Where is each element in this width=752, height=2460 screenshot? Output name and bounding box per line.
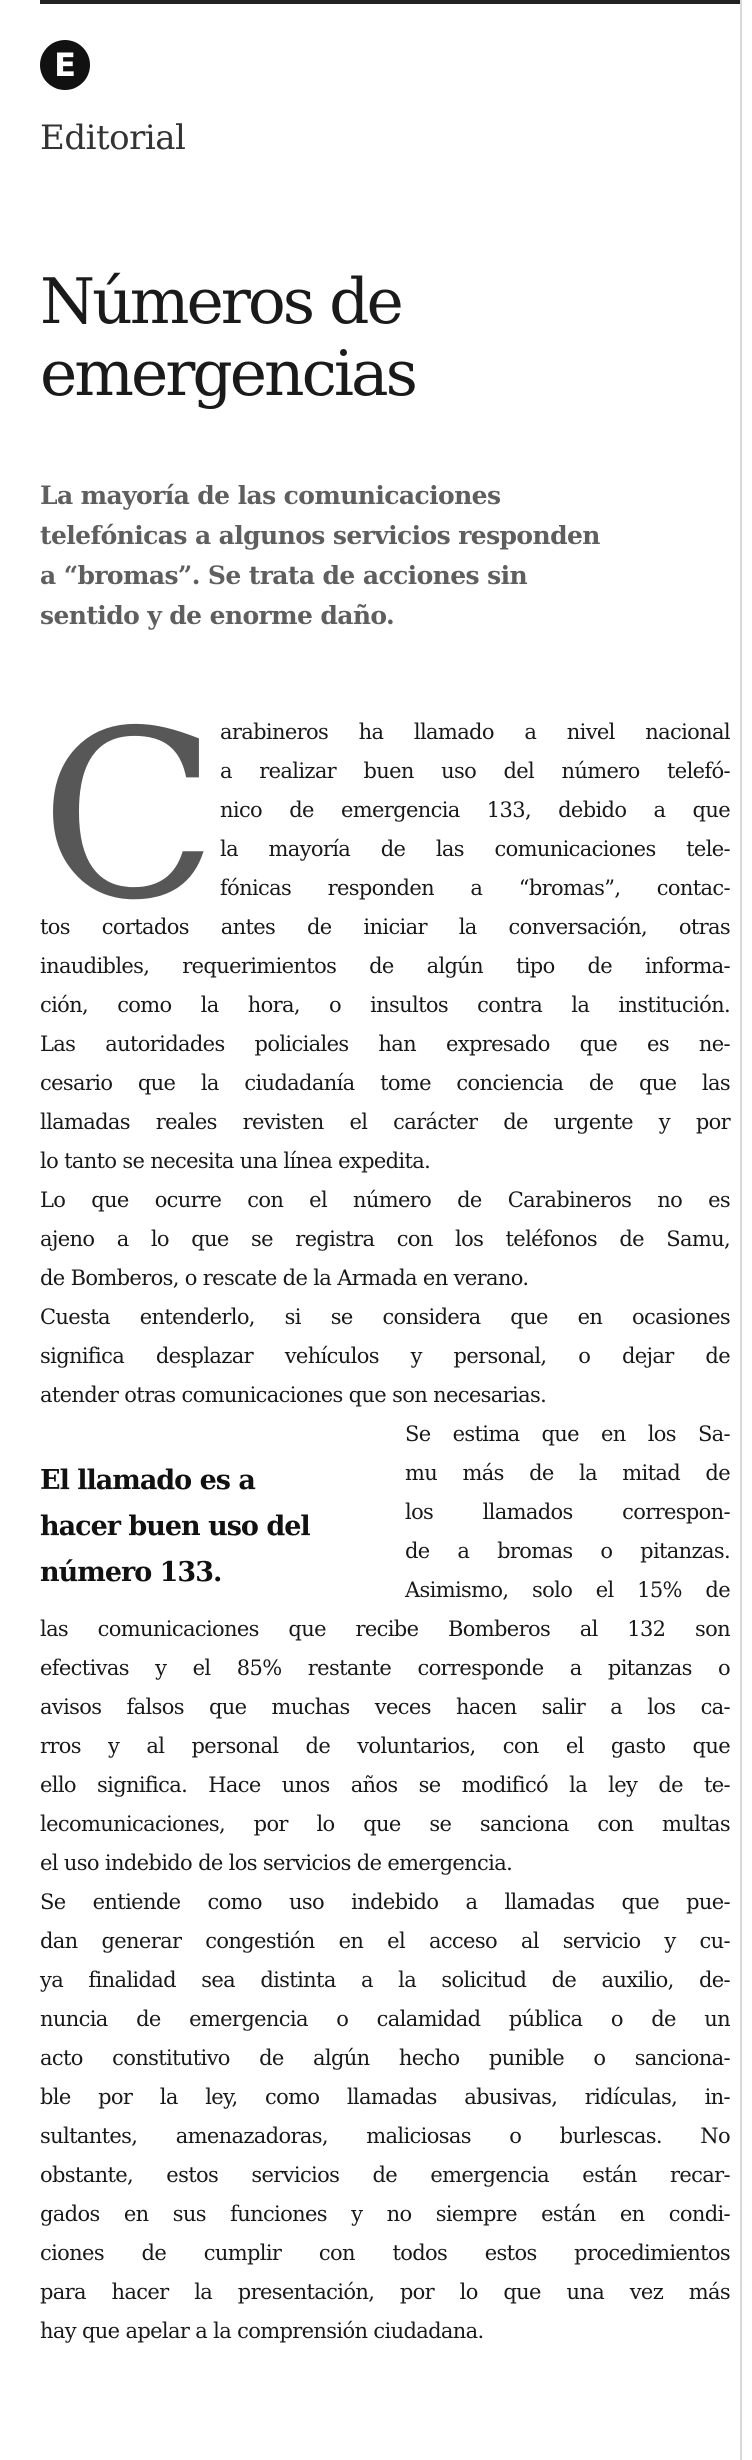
body-line: dan generar congestión en el acceso al servicio y cu- [40, 1929, 730, 1953]
body-line: para hacer la presentación, por lo que una vez más [40, 2280, 730, 2304]
pull-quote-line: hacer buen uso del [40, 1511, 310, 1542]
headline-line: emergencias [40, 337, 415, 410]
body-line: Se estima que en los Sa- [405, 1422, 730, 1446]
section-label: Editorial [40, 118, 186, 158]
body-line: Cuesta entenderlo, si se considera que en ocasiones [40, 1305, 730, 1329]
body-line: ble por la ley, como llamadas abusivas, ridículas, in- [40, 2085, 730, 2109]
body-line: los llamados correspon- [405, 1500, 730, 1524]
deck-line: telefónicas a algunos servicios responden [40, 521, 600, 550]
deck-line: a “bromas”. Se trata de acciones sin [40, 561, 528, 590]
body-line: cesario que la ciudadanía tome conciencia de que las [40, 1071, 730, 1095]
body-line: atender otras comunicaciones que son necesarias. [40, 1383, 547, 1407]
body-line: las comunicaciones que recibe Bomberos al 132 son [40, 1617, 730, 1641]
body-line: avisos falsos que muchas veces hacen salir a los ca- [40, 1695, 730, 1719]
pull-quote-line: El llamado es a [40, 1465, 255, 1496]
body-line: ello significa. Hace unos años se modificó la ley de te- [40, 1773, 730, 1797]
body-line: hay que apelar a la comprensión ciudadana. [40, 2319, 484, 2343]
body-line: Lo que ocurre con el número de Carabineros no es [40, 1188, 730, 1212]
body-line: ciones de cumplir con todos estos procedimientos [40, 2241, 730, 2265]
body-line: Asimismo, solo el 15% de [405, 1578, 730, 1602]
body-line: de a bromas o pitanzas. [405, 1539, 730, 1563]
body-line: ajeno a lo que se registra con los teléfonos de Samu, [40, 1227, 730, 1251]
body-line: ya finalidad sea distinta a la solicitud de auxilio, de- [40, 1968, 730, 1992]
body-line: lecomunicaciones, por lo que se sanciona con multas [40, 1812, 730, 1836]
headline-line: Números de [40, 265, 401, 338]
deck-line: sentido y de enorme daño. [40, 601, 395, 630]
body-line: significa desplazar vehículos y personal, o dejar de [40, 1344, 730, 1368]
body-line: acto constitutivo de algún hecho punible o sanciona- [40, 2046, 730, 2070]
body-line: nico de emergencia 133, debido a que [220, 798, 730, 822]
body-line: lo tanto se necesita una línea expedita. [40, 1149, 431, 1173]
body-line: la mayoría de las comunicaciones tele- [220, 837, 730, 861]
body-line: fónicas responden a “bromas”, contac- [220, 876, 730, 900]
body-line: tos cortados antes de iniciar la conversación, otras [40, 915, 730, 939]
body-line: mu más de la mitad de [405, 1461, 730, 1485]
drop-cap: C [40, 681, 214, 951]
pull-quote-line: número 133. [40, 1557, 222, 1588]
section-logo: E [40, 40, 90, 90]
deck-line: La mayoría de las comunicaciones [40, 481, 501, 510]
body-line: rros y al personal de voluntarios, con el gasto que [40, 1734, 730, 1758]
body-line: inaudibles, requerimientos de algún tipo de informa- [40, 954, 730, 978]
body-line: llamadas reales revisten el carácter de urgente y por [40, 1110, 730, 1134]
body-line: a realizar buen uso del número telefó- [220, 759, 730, 783]
body-line: obstante, estos servicios de emergencia están recar- [40, 2163, 730, 2187]
body-line: gados en sus funciones y no siempre están en condi- [40, 2202, 730, 2226]
body-line: el uso indebido de los servicios de emergencia. [40, 1851, 513, 1875]
body-line: nuncia de emergencia o calamidad pública o de un [40, 2007, 730, 2031]
body-line: efectivas y el 85% restante corresponde a pitanzas o [40, 1656, 730, 1680]
body-line: ción, como la hora, o insultos contra la institución. [40, 993, 730, 1017]
body-line: sultantes, amenazadoras, maliciosas o burlescas. No [40, 2124, 730, 2148]
body-line: Se entiende como uso indebido a llamadas que pue- [40, 1890, 730, 1914]
body-line: Las autoridades policiales han expresado que es ne- [40, 1032, 730, 1056]
body-line: arabineros ha llamado a nivel nacional [220, 720, 730, 744]
body-line: de Bomberos, o rescate de la Armada en verano. [40, 1266, 529, 1290]
